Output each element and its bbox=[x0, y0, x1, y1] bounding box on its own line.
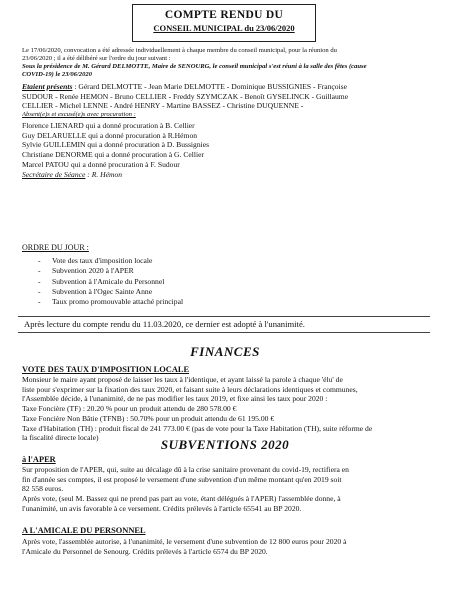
tax-rates-line: Taxe d'Habitation (TH) : produit fiscal de 241 773.00 € (pas de vote pour la Taxe Habitation (TH), suite réforme de bbox=[22, 423, 373, 433]
secretary-name: : R. Hémon bbox=[85, 169, 123, 179]
agenda-list bbox=[38, 256, 298, 307]
attendance-block bbox=[22, 82, 434, 119]
amicale-line: Après vote, l'assemblée autorise, à l'unanimité, le versement d'une subvention de 12 800 euros pour 2020 à bbox=[22, 537, 347, 546]
secretary-label: Secrétaire de Séance bbox=[22, 169, 86, 179]
proxy-item: Christiane DENORME qui a donné procuration à G. Cellier bbox=[22, 150, 204, 160]
aper-line: fin d'année ses comptes, il est proposé le versement d'une subvention d'un même montant qu'en 2019 soit bbox=[22, 474, 342, 484]
intro-line: Le 17/06/2020, convocation a été adressée individuellement à chaque membre du conseil municipal, pour la réunion du bbox=[22, 47, 337, 54]
approval-statement: Après lecture du compte rendu du 11.03.2020, ce dernier est adopté à l'unanimité. bbox=[24, 319, 305, 329]
amicale-paragraph bbox=[22, 537, 434, 556]
tax-rates-line: liste pour s'exprimer sur la fixation des taux 2020, et faisant suite à leurs déclarations identiques et communes, bbox=[22, 384, 358, 394]
agenda-item: - Vote des taux d'imposition locale bbox=[38, 256, 298, 266]
excused-label: Absent(e)s et excusé(e)s avec procuration : bbox=[22, 111, 136, 119]
subventions-heading: SUBVENTIONS 2020 bbox=[160, 437, 290, 452]
tax-rates-line: Taxe Foncière Non Bâtie (TFNB) : 50.70% pour un produit attendu de 61 195.00 € bbox=[22, 413, 275, 423]
agenda-label: ORDRE DU JOUR : bbox=[22, 243, 89, 252]
finances-heading: FINANCES bbox=[190, 344, 260, 359]
proxy-list bbox=[22, 121, 434, 179]
present-names: SUDOUR - Renée HEMON - Bruno CELLIER - Freddy SZYMCZAK - Benoît GYSELINCK - Guillaume bbox=[22, 91, 349, 101]
agenda-item: - Subvention à l'Amicale du Personnel bbox=[38, 277, 298, 287]
agenda-item: - Taux promo promouvable attaché principal bbox=[38, 297, 298, 307]
amicale-subheading: A L'AMICALE DU PERSONNEL bbox=[22, 526, 146, 535]
agenda-item: - Subvention à l'Ogec Sainte Anne bbox=[38, 287, 298, 297]
proxy-item: Florence LIENARD qui a donné procuration à B. Cellier bbox=[22, 121, 195, 130]
present-names: CELLIER - Michel LENNE - André HENRY - Martine BASSEZ - Christine DUQUENNE - bbox=[22, 101, 304, 111]
tax-rates-line: l'Assemblée décide, à l'unanimité, de ne pas modifier les taux 2019, et fixe ainsi les taux pour 2020 : bbox=[22, 394, 328, 404]
separator-line bbox=[18, 332, 430, 333]
amicale-line: l'Amicale du Personnel de Senourg. Crédits prélevés à l'article 6574 du BP 2020. bbox=[22, 546, 268, 556]
proxy-item: Marcel PATOU qui a donné procuration à F. Sudour bbox=[22, 159, 180, 169]
aper-line: Sur proposition de l'APER, qui, suite au décalage dû à la crise sanitaire provenant du covid-19, rectifiera en bbox=[22, 465, 349, 474]
aper-line: l'unanimité, un avis favorable à ce versement. Crédits prélevés à l'article 65541 au BP 2020. bbox=[22, 503, 302, 513]
tax-rates-line: Monsieur le maire ayant proposé de laisser les taux à l'identique, et ayant laissé la parole à chaque 'élu' de bbox=[22, 375, 343, 384]
intro-line: Sous la présidence de M. Gérard DELMOTTE, Maire de SENOURG, le conseil municipal s'est réuni à la salle des fêtes (cause bbox=[22, 63, 367, 70]
present-names: : Gérard DELMOTTE - Jean Marie DELMOTTE - Dominique BUSSIGNIES - Françoise bbox=[72, 82, 348, 91]
intro-paragraph bbox=[22, 47, 434, 79]
document-subtitle: CONSEIL MUNICIPAL du 23/06/2020 bbox=[153, 23, 295, 33]
tax-rates-line: Taxe Foncière (TF) : 20.20 % pour un produit attendu de 280 578.00 € bbox=[22, 404, 237, 414]
title-box bbox=[132, 4, 316, 42]
intro-line: 23/06/2020 ; il a été délibéré sur l'ordre du jour suivant : bbox=[22, 55, 171, 62]
proxy-item: Guy DELARUELLE qui a donné procuration à R.Hémon bbox=[22, 130, 198, 140]
tax-rates-paragraph bbox=[22, 375, 434, 443]
tax-rates-line: la fiscalité directe locale) bbox=[22, 433, 99, 443]
aper-line: 82 558 euros. bbox=[22, 484, 64, 494]
separator-line bbox=[18, 316, 430, 317]
agenda-item: - Subvention 2020 à l'APER bbox=[38, 266, 298, 276]
proxy-item: Sylvie GUILLEMIN qui a donné procuration à D. Bussignies bbox=[22, 140, 210, 150]
tax-rates-subheading: VOTE DES TAUX D'IMPOSITION LOCALE bbox=[22, 365, 190, 374]
intro-line: COVID-19) le 23/06/2020 bbox=[22, 71, 92, 78]
present-label: Etaient présents bbox=[22, 82, 73, 91]
aper-line: Après vote, (seul M. Bassez qui ne prend pas part au vote, étant délégués à l'APER) l'assemblée donne, à bbox=[22, 494, 341, 504]
document-title: COMPTE RENDU DU bbox=[164, 9, 284, 21]
aper-paragraph bbox=[22, 465, 434, 514]
aper-subheading: à l'APER bbox=[22, 455, 56, 464]
